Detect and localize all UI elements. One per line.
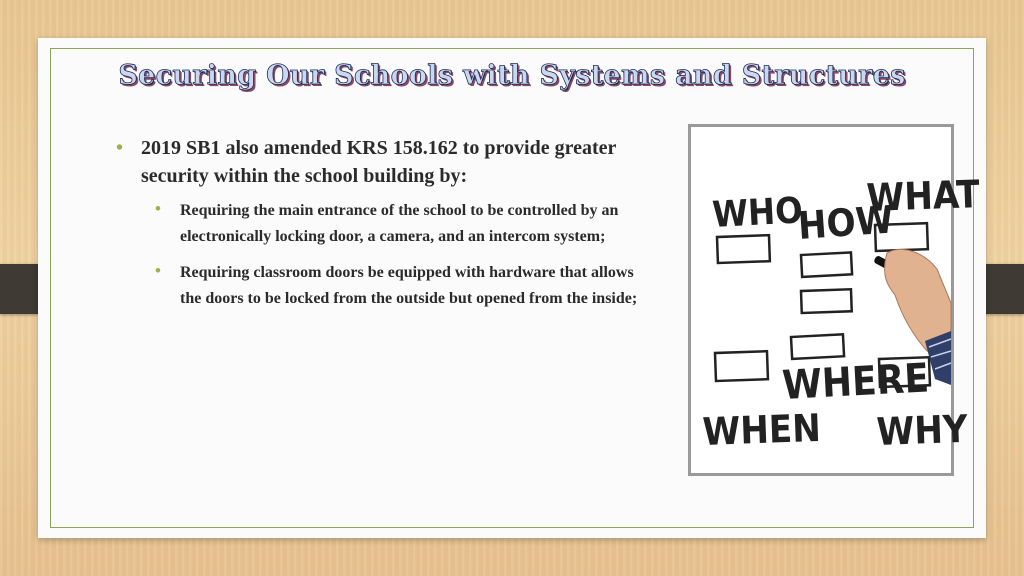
- bullet-dot-icon: •: [155, 199, 161, 218]
- word-when: WHEN: [701, 405, 822, 454]
- sub-bullet: [155, 260, 652, 312]
- word-who: WHO: [711, 190, 804, 236]
- bullet-content: [112, 134, 652, 312]
- word-what: WHAT: [865, 172, 981, 220]
- slide-title: Securing Our Schools with Systems and Structures: [118, 60, 906, 91]
- sub-bullet: [155, 198, 652, 250]
- main-bullet-text: 2019 SB1 also amended KRS 158.162 to provide greater security within the school building by:: [141, 137, 617, 187]
- whiteboard-drawing: [691, 127, 981, 473]
- main-bullet: [112, 134, 652, 190]
- bullet-dot-icon: •: [155, 261, 161, 280]
- word-how: HOW: [796, 197, 895, 248]
- word-why: WHY: [875, 406, 969, 454]
- questions-whiteboard-image: [688, 124, 981, 476]
- word-where: WHERE: [781, 355, 931, 409]
- bullet-dot-icon: •: [116, 137, 124, 159]
- sub-bullet-text: Requiring classroom doors be equipped with hardware that allows the doors to be locked from the outside but opened from the inside;: [180, 264, 638, 307]
- sub-bullet-text: Requiring the main entrance of the school to be controlled by an electronically locking door, a camera, and an intercom system;: [180, 202, 619, 245]
